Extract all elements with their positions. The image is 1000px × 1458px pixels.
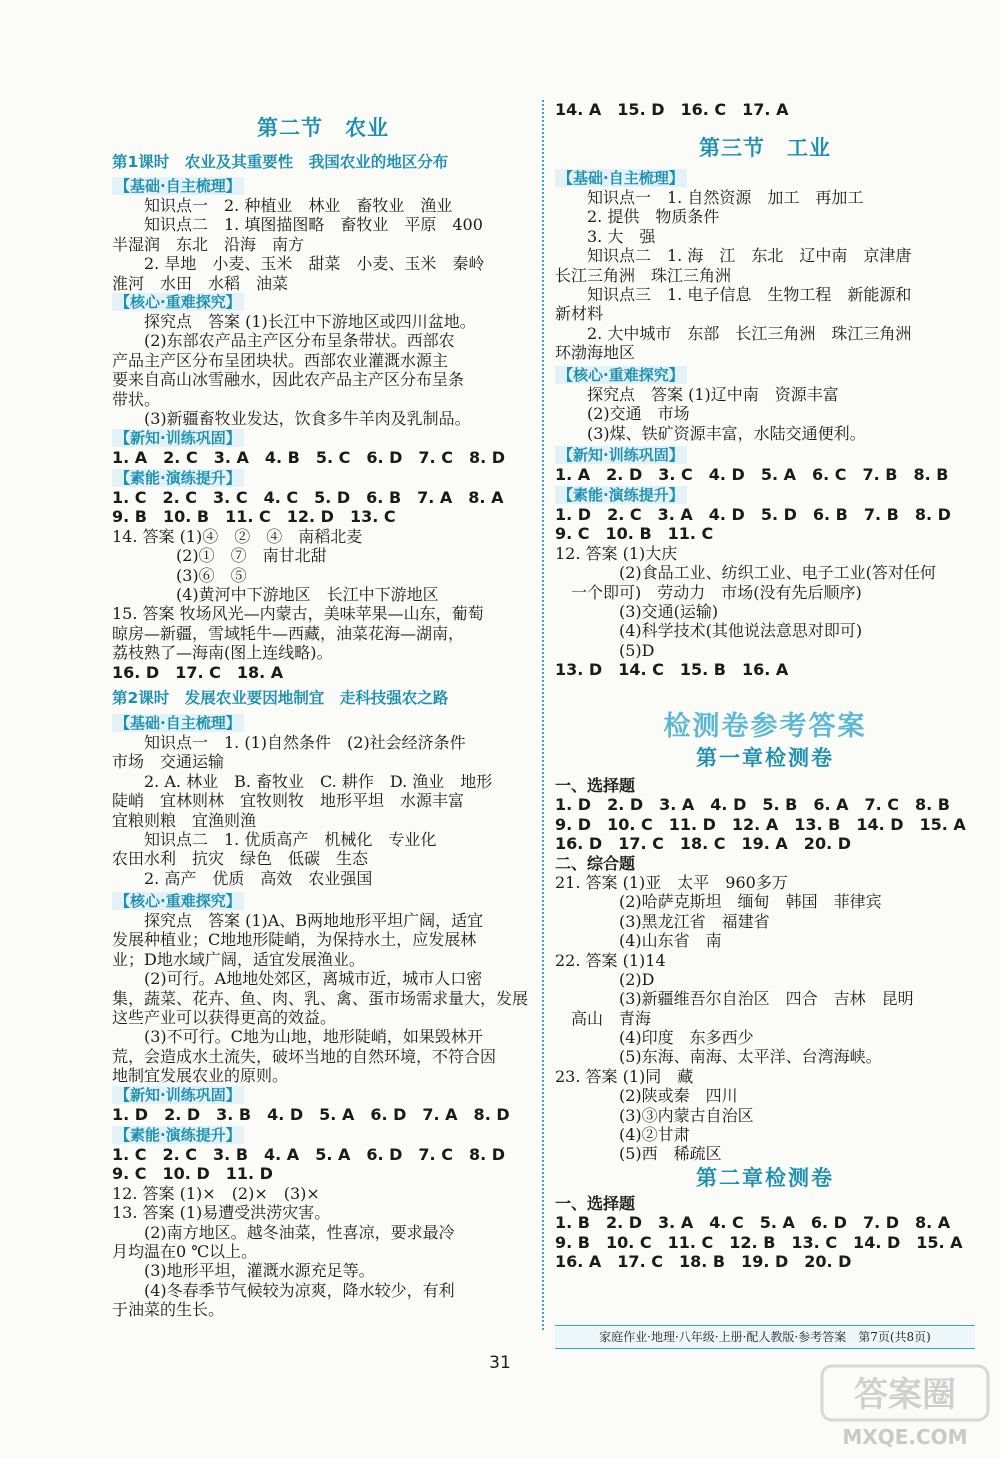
text-line: 2. 大中城市 东部 长江三角洲 珠江三角洲 [555,323,912,343]
carryover-answers: 14. A 15. D 16. C 17. A [555,100,789,119]
lesson1-title: 第1课时 农业及其重要性 我国农业的地区分布 [112,153,449,171]
text-line: 淮河 水田 水稻 油菜 [112,273,289,293]
text-line: 集，蔬菜、花卉、鱼、肉、乳、禽、蛋市场需求量大，发展 [112,988,529,1008]
tag-new-knowledge-3: 【新知·训练巩固】 [555,446,975,465]
text-line: (4)②甘肃 [555,1125,690,1145]
text-line: (3)不可行。C地为山地，地形陡峭，如果毁林开 [112,1027,483,1047]
tag-basics: 【基础·自主梳理】 [112,177,534,196]
text-line: (2)哈萨克斯坦 缅甸 韩国 菲律宾 [555,892,882,912]
text-line: 这些产业可以获得更高的效益。 [112,1007,337,1027]
text-line: 9. B 10. B 11. C 12. D 13. C [112,507,396,527]
text-line: 知识点一 2. 种植业 林业 畜牧业 渔业 [112,196,453,215]
industry-core [555,385,975,443]
text-line: (3)煤、铁矿资源丰富，水陆交通便利。 [555,423,866,443]
text-line: 2. 提供 物质条件 [555,207,720,227]
text-line: 一、选择题 [555,1194,636,1213]
page-number: 31 [489,1353,511,1373]
lesson2-title: 第2课时 发展农业要因地制宜 走科技强农之路 [112,689,449,707]
text-line: 16. A 17. C 18. B 19. D 20. D [555,1252,852,1272]
watermark-logo [820,1362,990,1452]
text-line: (4)山东省 南 [555,931,722,951]
text-line: 16. D 17. C 18. A [112,662,284,682]
chapter2-test-title: 第二章检测卷 [696,1166,834,1190]
text-line: 9. B 10. C 11. C 12. B 13. C 14. D 15. A [555,1232,963,1252]
industry-basics [555,188,975,363]
text-line: (2)可行。A地地处郊区，离城市近，城市人口密 [112,969,483,989]
lesson1-new-knowledge [112,448,534,467]
text-line: 1. C 2. C 3. C 4. C 5. D 6. B 7. A 8. A [112,488,504,507]
text-line: (3)新疆维吾尔自治区 四合 吉林 昆明 [555,989,914,1009]
text-line: 知识点二 1. 填图描图略 畜牧业 平原 400 [112,215,483,235]
text-line: 陡峭 宜林则林 宜牧则牧 地形平坦 水源丰富 [112,791,465,811]
text-line: (3)新疆畜牧业发达，饮食多牛羊肉及乳制品。 [112,408,471,428]
text-line: (4)冬春季节气候较为凉爽，降水较少，有利 [112,1280,455,1300]
text-line: 环渤海地区 [555,343,636,363]
text-line: (4)印度 东多西少 [555,1028,754,1048]
lesson1-core [112,312,534,428]
text-line: 16. D 17. C 18. C 19. A 20. D [555,834,852,854]
text-line: 2. A. 林业 B. 畜牧业 C. 耕作 D. 渔业 地形 [112,771,493,791]
text-line: 要来自高山冰雪融水，因此农产品主产区分布呈条 [112,370,465,390]
text-line: (5)西 稀疏区 [555,1144,722,1164]
text-line: 15. 答案 牧场风光—内蒙古，美味苹果—山东，葡萄 [112,604,484,624]
text-line: 1. C 2. C 3. B 4. A 5. A 6. D 7. C 8. D [112,1145,506,1164]
text-line: 一、选择题 [555,776,636,795]
text-line: 23. 答案 (1)同 藏 [555,1066,694,1086]
text-line: 1. A 2. D 3. C 4. D 5. A 6. C 7. B 8. B [555,465,949,484]
text-line: 13. 答案 (1)易遭受洪涝灾害。 [112,1203,331,1223]
text-line: 探究点 答案 (1)A、B两地地形平坦广阔，适宜 [112,911,484,930]
tag-core-2: 【核心·重难探究】 [112,892,534,911]
text-line: (3)⑥ ⑤ [112,565,247,585]
text-line: 3. 大 强 [555,226,656,246]
text-line: 市场 交通运输 [112,752,225,772]
text-line: 知识点二 1. 海 江 东北 辽中南 京津唐 [555,246,912,266]
section-title-agriculture: 第二节 农业 [257,116,389,140]
text-line: (2)南方地区。越冬油菜，性喜凉，要求最冷 [112,1222,455,1242]
lesson2-core [112,911,534,1086]
text-line: 12. 答案 (1)× (2)× (3)× [112,1183,320,1203]
page-footer: 家庭作业·地理·八年级·上册·配人教版·参考答案 第7页(共8页) [555,1325,975,1349]
text-line: 1. A 2. C 3. A 4. B 5. C 6. D 7. C 8. D [112,448,506,467]
text-line: 二、综合题 [555,853,636,873]
text-line: 知识点一 1. 自然资源 加工 再加工 [555,188,864,207]
chapter1-answers [555,776,975,1164]
text-line: (3)③内蒙古自治区 [555,1105,754,1125]
tag-practice: 【素能·演练提升】 [112,469,534,488]
text-line: 产品主产区分布呈团块状。西部农业灌溉水源主 [112,350,449,370]
watermark-bottom-text: MXQE.COM [842,1425,968,1449]
industry-practice [555,505,975,680]
text-line: 知识点三 1. 电子信息 生物工程 新能源和 [555,284,912,304]
tag-basics-2: 【基础·自主梳理】 [112,714,534,733]
text-line: (4)黄河中下游地区 长江中下游地区 [112,584,439,604]
text-line: 月均温在0 ℃以上。 [112,1241,258,1261]
section-title-industry: 第三节 工业 [699,136,831,160]
text-line: 12. 答案 (1)大庆 [555,543,678,563]
text-line: 2. 高产 优质 高效 农业强国 [112,868,373,888]
lesson1-basics [112,196,534,293]
tag-practice-3: 【素能·演练提升】 [555,486,975,505]
text-line: (2)陕或秦 四川 [555,1086,738,1106]
text-line: 1. D 2. C 3. A 4. D 5. D 6. B 7. B 8. D [555,505,951,524]
text-line: 业；D地水域广阔，适宜发展渔业。 [112,949,365,969]
text-line: (3)黑龙江省 福建省 [555,911,770,931]
text-line: 1. B 2. D 3. A 4. C 5. A 6. D 7. D 8. A [555,1213,951,1233]
text-line: 探究点 答案 (1)长江中下游地区或四川盆地。 [112,312,476,331]
industry-new-knowledge [555,465,975,484]
column-divider [542,100,544,1330]
tag-new-knowledge: 【新知·训练巩固】 [112,429,534,448]
lesson2-basics [112,733,534,888]
text-line: 半湿润 东北 沿海 南方 [112,234,305,254]
text-line: 9. C 10. D 11. D [112,1164,273,1184]
text-line: 21. 答案 (1)亚 太平 960多万 [555,872,788,892]
text-line: (5)东海、南海、太平洋、台湾海峡。 [555,1047,882,1067]
text-line: 晾房—新疆，雪域牦牛—西藏，油菜花海—湖南， [112,623,465,643]
tag-new-knowledge-2: 【新知·训练巩固】 [112,1086,534,1105]
tag-core: 【核心·重难探究】 [112,293,534,312]
text-line: 荒，会造成水土流失，破坏当地的自然环境，不符合因 [112,1046,497,1066]
watermark-top-text: 答案圈 [854,1375,956,1415]
text-line: 1. D 2. D 3. B 4. D 5. A 6. D 7. A 8. D [112,1105,510,1124]
text-line: 2. 旱地 小麦、玉米 甜菜 小麦、玉米 秦岭 [112,254,485,274]
text-line: 14. 答案 (1)④ ② ④ 南稻北麦 [112,526,363,546]
lesson2-practice [112,1145,534,1320]
tag-core-3: 【核心·重难探究】 [555,366,975,385]
test-answers-title: 检测卷参考答案 [663,711,867,742]
chapter1-test-title: 第一章检测卷 [696,746,834,770]
text-line: 9. C 10. B 11. C [555,524,714,544]
text-line: 9. D 10. C 11. D 12. A 13. B 14. D 15. A [555,814,966,834]
text-line: (5)D [555,640,655,660]
text-line: (3)地形平坦，灌溉水源充足等。 [112,1261,375,1281]
text-line: 知识点二 1. 优质高产 机械化 专业化 [112,829,437,849]
chapter2-answers [555,1194,975,1272]
text-line: (2)① ⑦ 南甘北甜 [112,546,327,566]
text-line: 13. D 14. C 15. B 16. A [555,660,789,680]
tag-basics-3: 【基础·自主梳理】 [555,169,975,188]
lesson2-new-knowledge [112,1105,534,1124]
lesson1-practice [112,488,534,682]
text-line: 农田水利 抗灾 绿色 低碳 生态 [112,849,369,869]
text-line: 新材料 [555,304,604,324]
text-line: (2)食品工业、纺织工业、电子工业(答对任何 [555,563,936,583]
tag-practice-2: 【素能·演练提升】 [112,1126,534,1145]
text-line: 一个即可) 劳动力 市场(没有先后顺序) [555,582,862,602]
text-line: 荔枝熟了—海南(图上连线略)。 [112,643,333,663]
text-line: 地制宜发展农业的原则。 [112,1066,289,1086]
text-line: 知识点一 1. (1)自然条件 (2)社会经济条件 [112,733,466,752]
text-line: 探究点 答案 (1)辽中南 资源丰富 [555,385,839,404]
text-line: (2)D [555,969,655,989]
text-line: 带状。 [112,389,161,409]
text-line: 高山 青海 [555,1008,652,1028]
text-line: (3)交通(运输) [555,601,719,621]
text-line: 于油菜的生长。 [112,1300,225,1320]
text-line: (4)科学技术(其他说法意思对即可) [555,621,863,641]
text-line: 长江三角洲 珠江三角洲 [555,265,732,285]
text-line: (2)东部农产品主产区分布呈条带状。西部农 [112,331,455,351]
text-line: 22. 答案 (1)14 [555,950,666,970]
text-line: 发展种植业；C地地形陡峭，为保持水土，应发展林 [112,930,477,950]
text-line: (2)交通 市场 [555,404,690,424]
text-line: 宜粮则粮 宜渔则渔 [112,810,257,830]
text-line: 1. D 2. D 3. A 4. D 5. B 6. A 7. C 8. B [555,795,950,815]
